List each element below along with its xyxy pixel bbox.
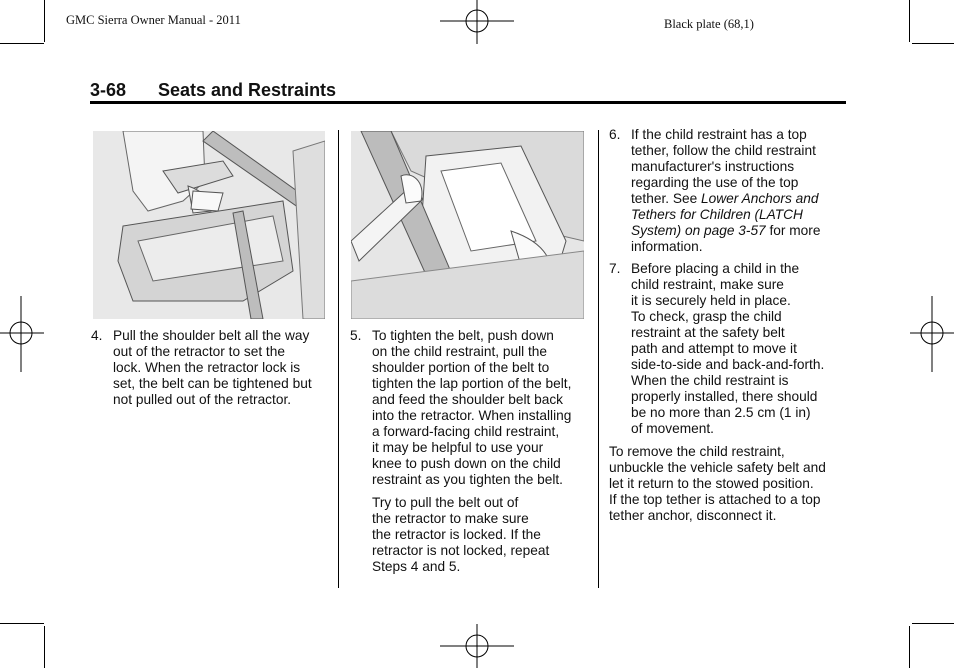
registration-mark-bottom [440,624,516,668]
illustration-tighten-belt [351,131,584,319]
step-5-note: Try to pull the belt out of the retractor to make sure the retractor is locked. If the retractor is not locked, repeat Steps 4 and 5. [372,495,550,574]
remove-restraint-paragraph: To remove the child restraint, unbuckle the vehicle safety belt and let it return to the stowed position. If the top tether is attached to a top tether anchor, disconnect it. [609,444,826,523]
step-5-text: To tighten the belt, push down on the child restraint, pull the shoulder portion of the belt to tighten the lap portion of the belt, and feed the shoulder belt back into the retractor. When installing a forward-facing child restraint, it may be helpful to use your knee to push down on the child restraint as you tighten the belt. [372,328,572,487]
manual-title: GMC Sierra Owner Manual - 2011 [66,13,241,27]
column-divider-1 [338,130,339,588]
plate-label: Black plate (68,1) [664,17,754,31]
step-6-number: 6. [609,127,621,142]
latch-reference-link-cont[interactable]: Tethers for Children (LATCH [631,207,803,222]
latch-reference-page[interactable]: System) on page 3-57 [631,223,766,238]
step-4-number: 4. [91,328,103,343]
step-4-text: Pull the shoulder belt all the way out of the retractor to set the lock. When the retractor lock is set, the belt can be tightened but not pulled out of the retractor. [113,328,312,407]
step-7-number: 7. [609,261,621,276]
section-title: Seats and Restraints [158,80,337,100]
registration-mark-right [910,296,954,372]
step-5-number: 5. [350,328,362,343]
step-6-text: If the child restraint has a top tether, follow the child restraint manufacturer's instructions regarding the use of the top tether. See Lower Anchors and Tethers for Children (LATCH System) on page 3-57 for more information. [631,127,821,254]
heading-rule [90,101,846,104]
registration-mark-left [0,296,44,372]
page-number: 3-68 [90,80,127,100]
illustration-pull-shoulder-belt [93,131,325,319]
page-heading [90,80,336,101]
column-divider-2 [598,130,599,588]
step-7-text: Before placing a child in the child restraint, make sure it is securely held in place. To check, grasp the child restraint at the safety belt path and attempt to move it side-to-side and back-and-forth. When the child restraint is properly installed, there should be no more than 2.5 cm (1 in) of movement. [631,261,825,436]
latch-reference-link[interactable]: Lower Anchors and [701,191,819,206]
registration-mark-top [440,0,516,44]
